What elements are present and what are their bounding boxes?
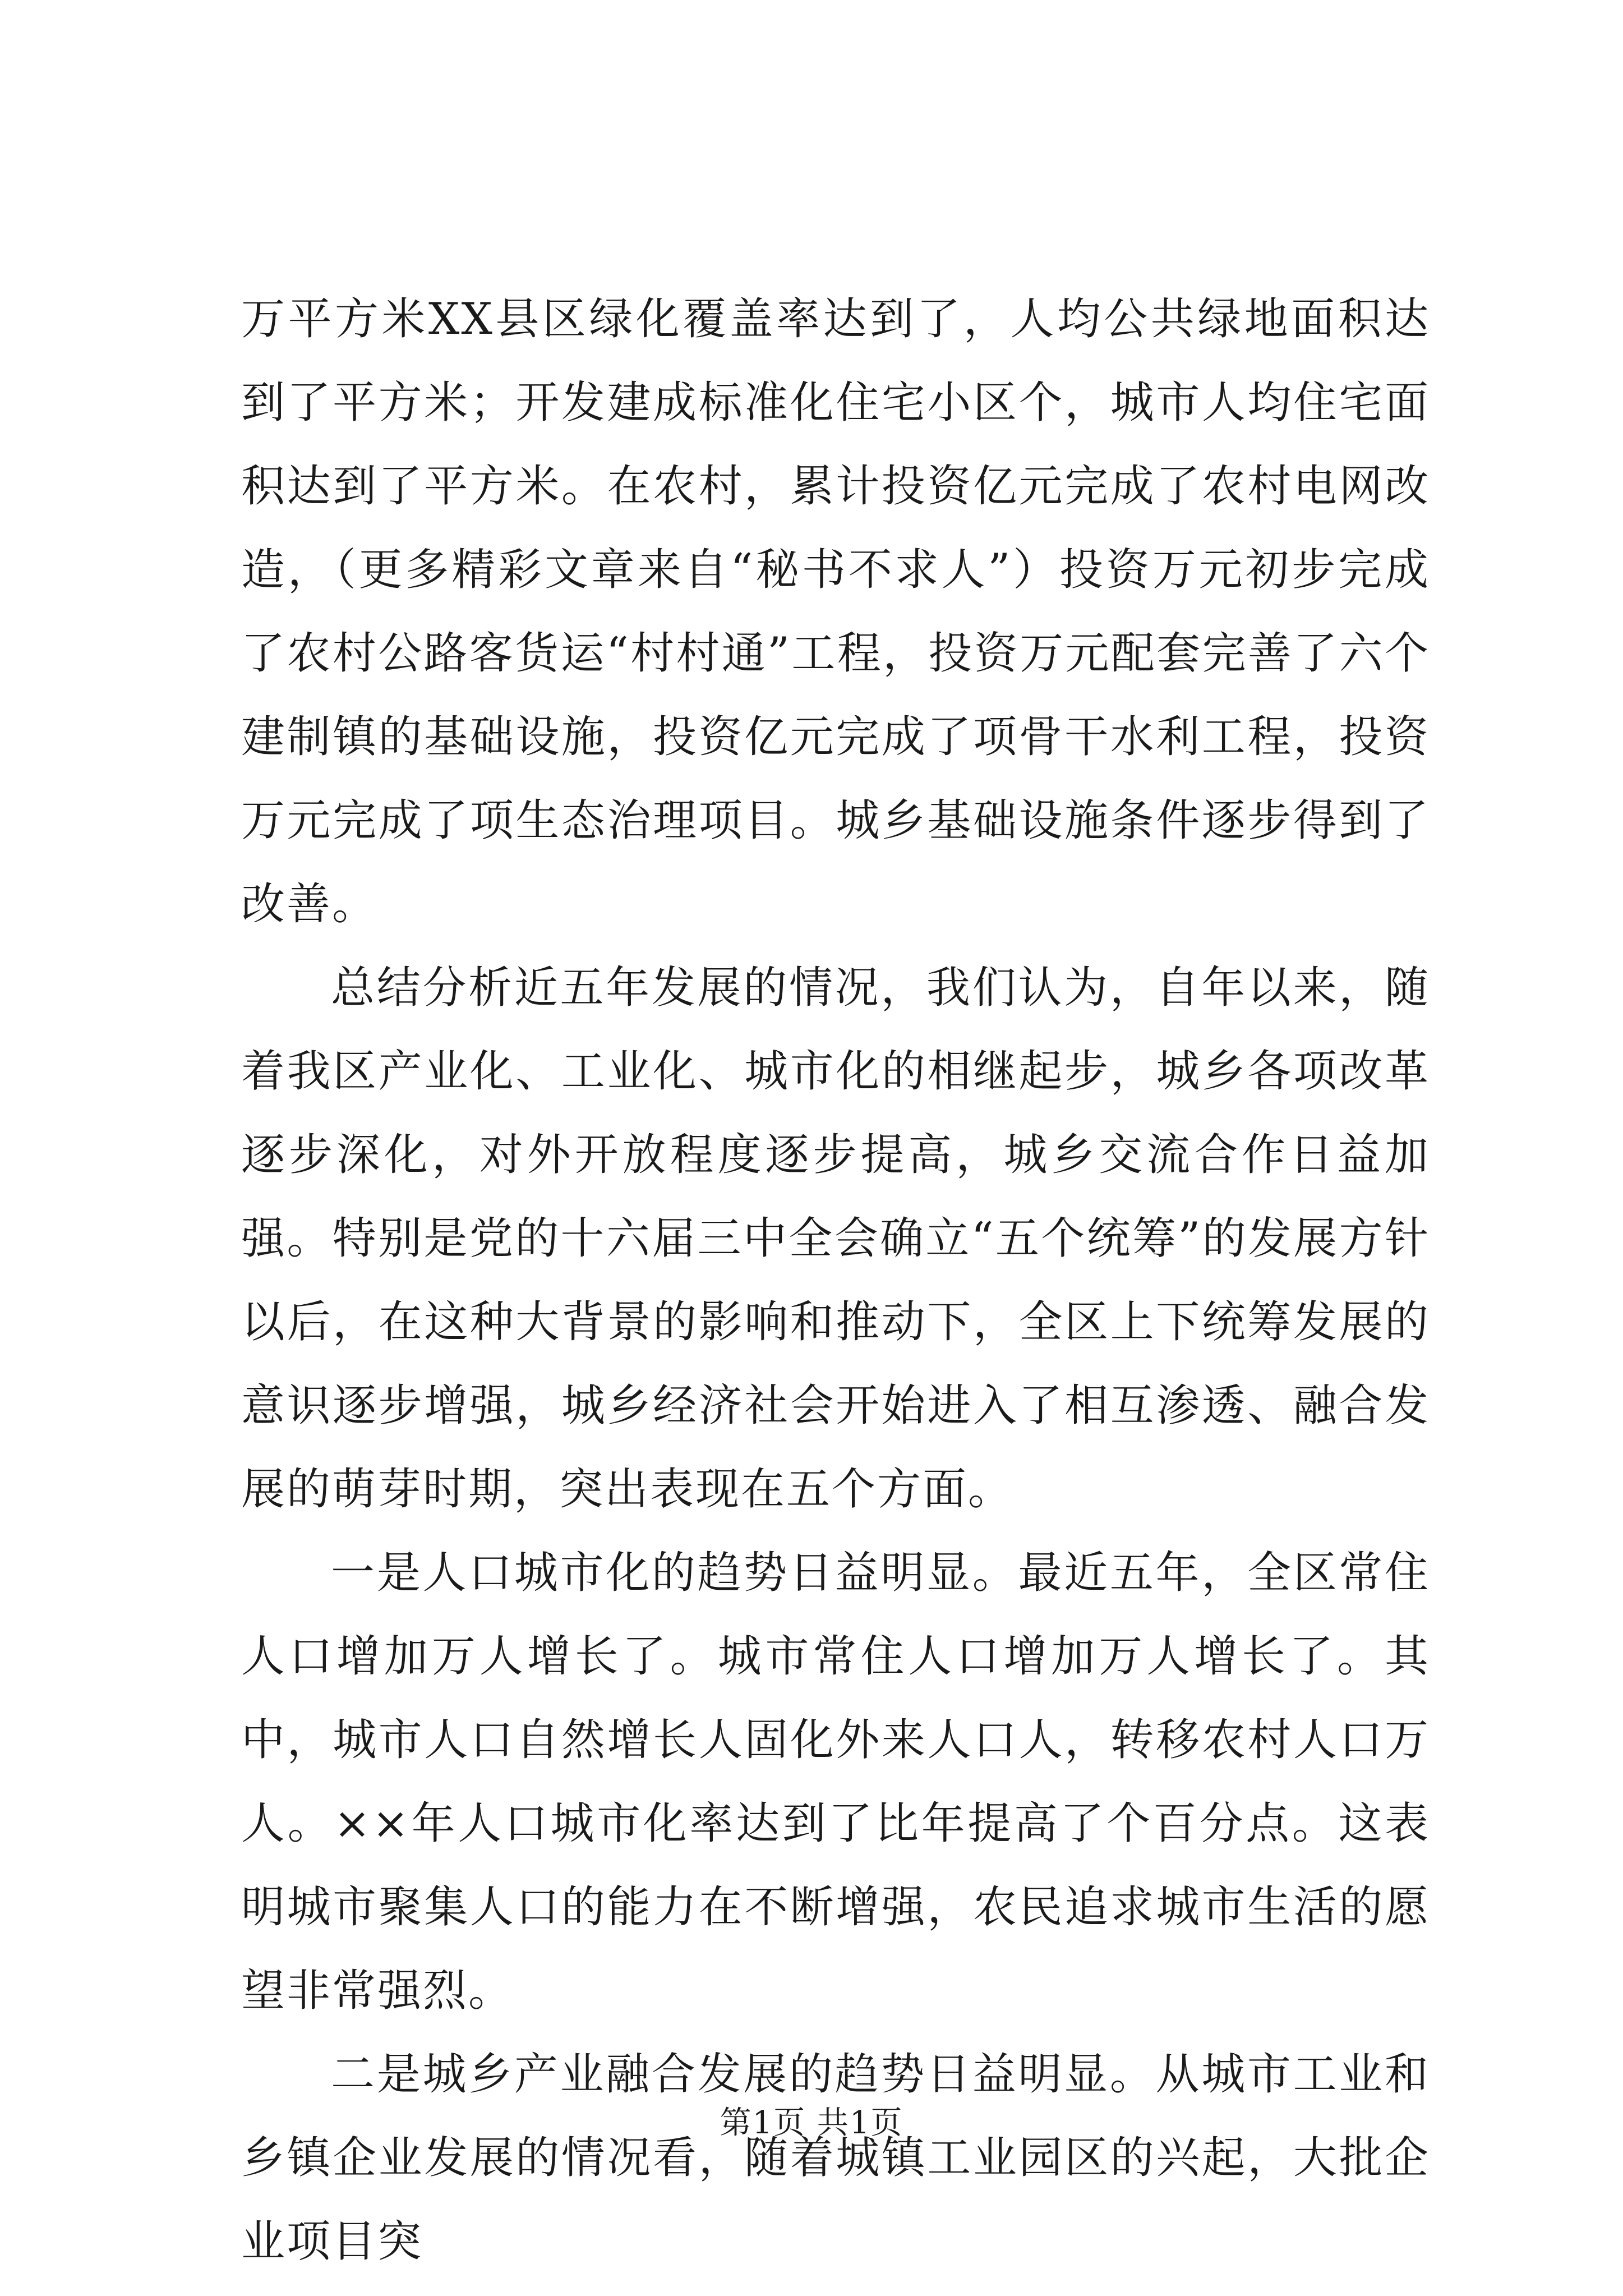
paragraph-4: 二是城乡产业融合发展的趋势日益明显。从城市工业和乡镇企业发展的情况看，随着城镇工业园区的兴起，大批企业项目突 [241,2049,1430,2267]
page-number-footer: 第1页 共1页 [720,2105,903,2141]
paragraph-1: 万平方米XX县区绿化覆盖率达到了，人均公共绿地面积达到了平方米；开发建成标准化住宅小区个，城市人均住宅面积达到了平方米。在农村，累计投资亿元完成了农村电网改造，（更多精彩文章来自“秘书不求人”）投资万元初步完成了农村公路客货运“村村通”工程，投资万元配套完善了六个建制镇的基础设施，投资亿元完成了项骨干水利工程，投资万元完成了项生态治理项目。城乡基础设施条件逐步得到了改善。 [241,294,1430,930]
paragraph-2: 总结分析近五年发展的情况，我们认为，自年以来，随着我区产业化、工业化、城市化的相继起步，城乡各项改革逐步深化，对外开放程度逐步提高，城乡交流合作日益加强。特别是党的十六届三中全会确立“五个统筹”的发展方针以后，在这种大背景的影响和推动下，全区上下统筹发展的意识逐步增强，城乡经济社会开始进入了相互渗透、融合发展的萌芽时期，突出表现在五个方面。 [241,963,1430,1515]
body-text [241,278,1430,2284]
paragraph-3: 一是人口城市化的趋势日益明显。最近五年，全区常住人口增加万人增长了。城市常住人口增加万人增长了。其中，城市人口自然增长人固化外来人口人，转移农村人口万人。××年人口城市化率达到了比年提高了个百分点。这表明城市聚集人口的能力在不断增强，农民追求城市生活的愿望非常强烈。 [241,1548,1430,2016]
